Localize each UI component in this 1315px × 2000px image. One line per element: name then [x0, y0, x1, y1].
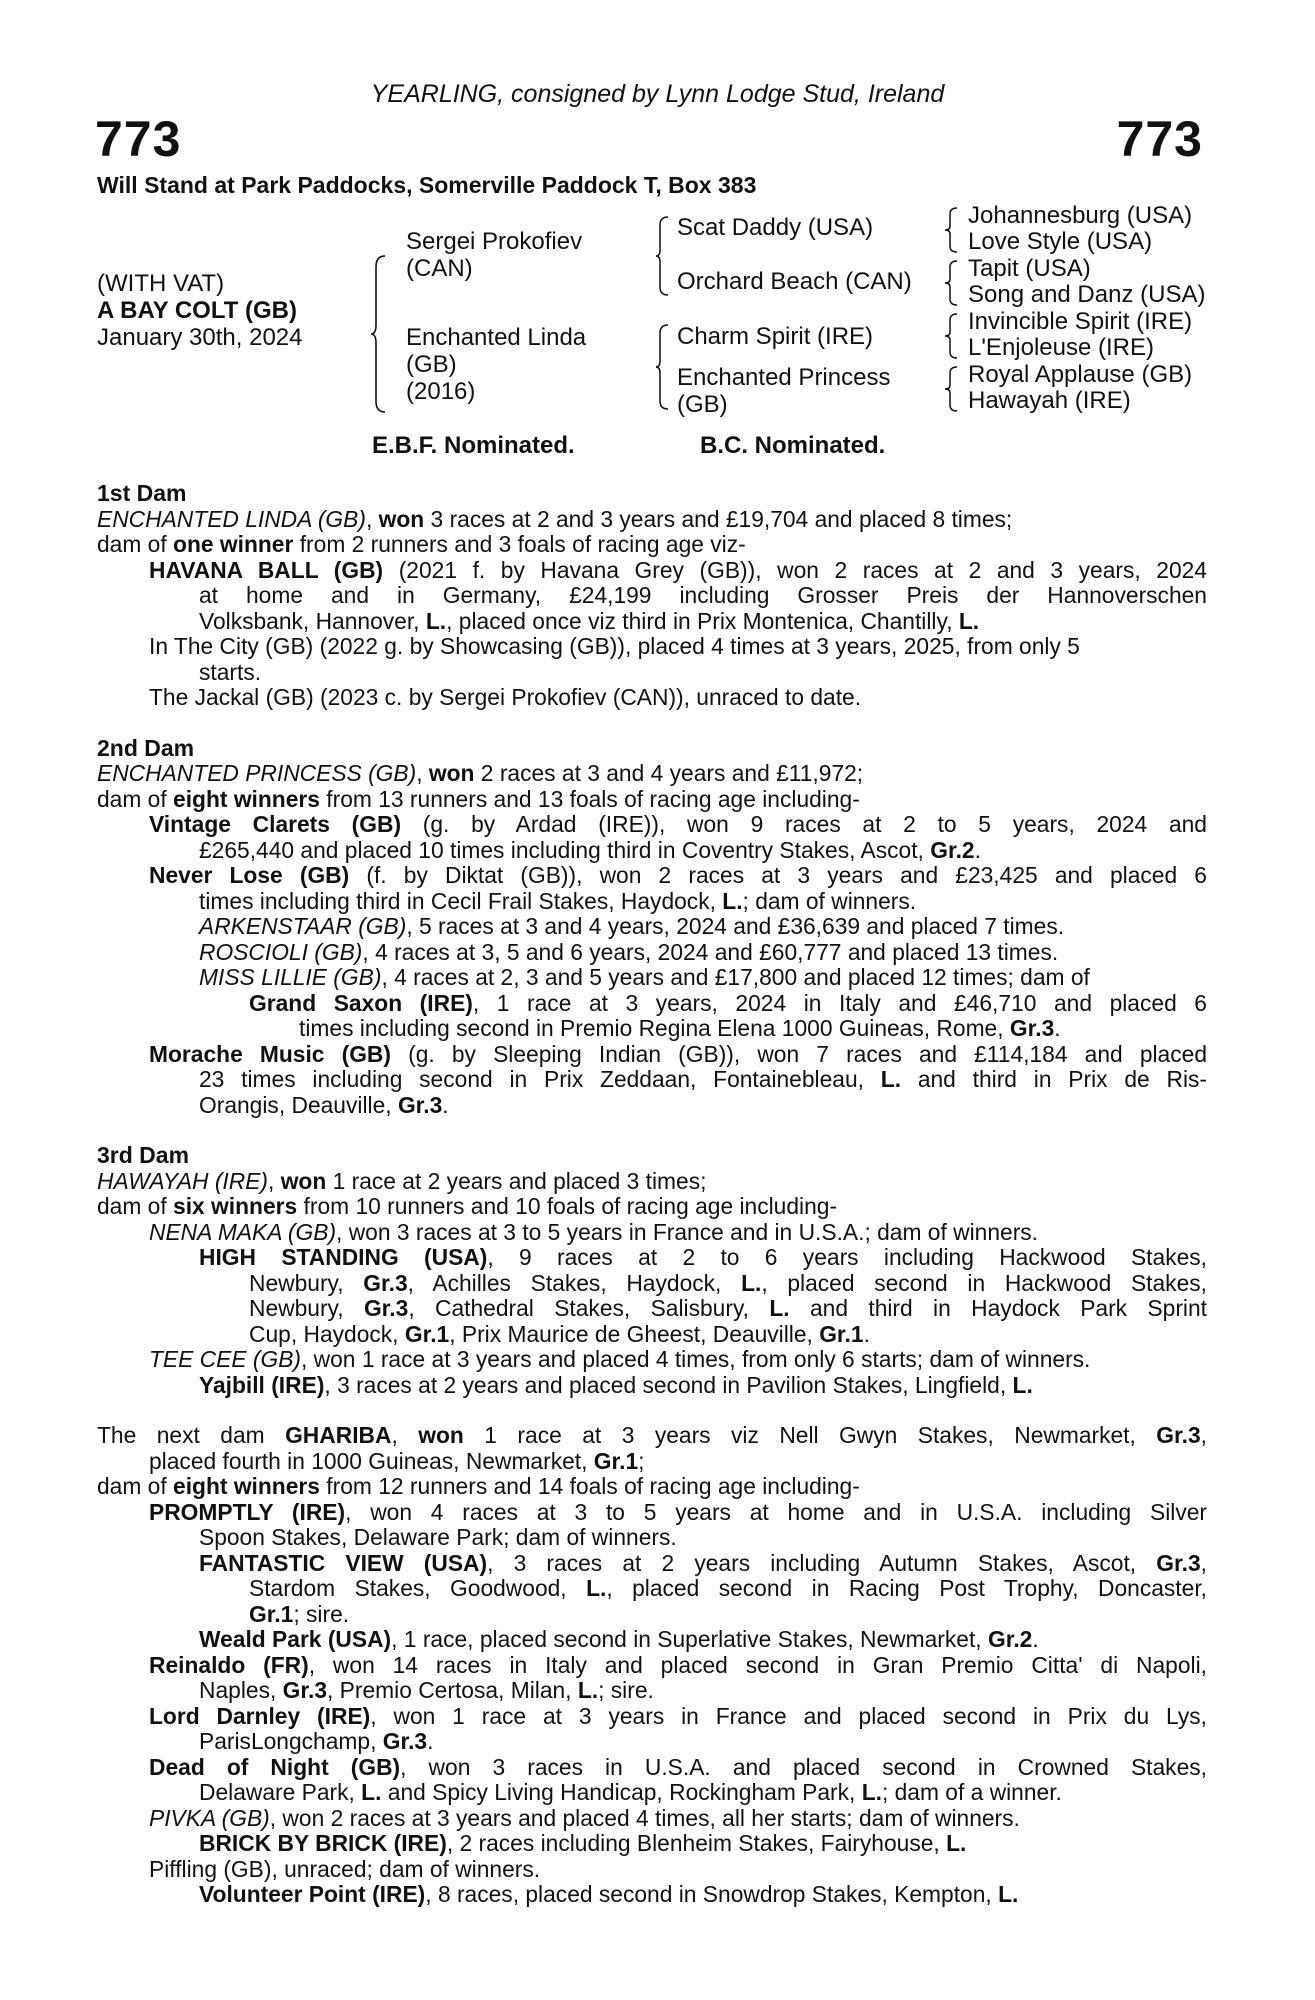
- never-lose-l2: times including third in Cecil Frail Stakes, Haydock, L.; dam of winners.: [199, 887, 917, 914]
- ggp-2: Love Style (USA): [968, 228, 1153, 255]
- dam-country: (GB): [406, 351, 457, 378]
- fantastic-view-l3: Gr.1; sire.: [249, 1600, 350, 1627]
- morache-music-l1: Morache Music (GB) (g. by Sleeping Indian (GB)), won 7 races and £114,184 and placed: [149, 1040, 1207, 1067]
- weald-park: Weald Park (USA), 1 race, placed second in Superlative Stakes, Newmarket, Gr.2.: [199, 1626, 1039, 1652]
- volunteer-point: Volunteer Point (IRE), 8 races, placed second in Snowdrop Stakes, Kempton, L.: [199, 1881, 1019, 1907]
- g1-brace: [944, 207, 958, 253]
- piffling: Piffling (GB), unraced; dam of winners.: [149, 1855, 541, 1882]
- catalogue-body: [97, 481, 1207, 1908]
- third-dam-line: HAWAYAH (IRE), won 1 race at 2 years and placed 3 times;: [97, 1167, 707, 1194]
- first-dam-heading: 1st Dam: [97, 480, 187, 506]
- lord-darnley-l2: ParisLongchamp, Gr.3.: [199, 1728, 434, 1754]
- ebf-nominated: E.B.F. Nominated.: [372, 432, 575, 459]
- sire-dam: Orchard Beach (CAN): [677, 268, 912, 295]
- g4-brace: [944, 366, 958, 412]
- high-standing-l3: Newbury, Gr.3, Cathedral Stakes, Salisbury, L. and third in Haydock Park Sprint: [249, 1295, 1207, 1321]
- next-dam-produce-line: dam of eight winners from 12 runners and 14 foals of racing age including-: [97, 1473, 860, 1499]
- ggp-4: Song and Danz (USA): [968, 281, 1206, 308]
- havana-ball-l1: HAVANA BALL (GB) (2021 f. by Havana Grey (GB)), won 2 races at 2 and 3 years, 2024: [149, 556, 1207, 583]
- ggp-8: Hawayah (IRE): [968, 387, 1131, 414]
- reinaldo-l2: Naples, Gr.3, Premio Certosa, Milan, L.; sire.: [199, 1677, 654, 1703]
- sire-brace: [655, 216, 669, 296]
- vat-note: (WITH VAT): [97, 270, 225, 297]
- ggp-1: Johannesburg (USA): [968, 202, 1193, 229]
- lord-darnley-l1: Lord Darnley (IRE), won 1 race at 3 years in France and placed second in Prix du Lys,: [149, 1702, 1207, 1729]
- grand-saxon-l1: Grand Saxon (IRE), 1 race at 3 years, 2024 in Italy and £46,710 and placed 6: [249, 989, 1207, 1016]
- first-dam-name: ENCHANTED LINDA (GB): [97, 505, 366, 532]
- second-dam-line: ENCHANTED PRINCESS (GB), won 2 races at 3 and 4 years and £11,972;: [97, 760, 864, 786]
- lot-number-right: 773: [1116, 111, 1203, 167]
- dam-dam-country: (GB): [677, 391, 728, 418]
- in-the-city-l1: In The City (GB) (2022 g. by Showcasing (GB)), placed 4 times at 3 years, 2025, from only 5: [149, 633, 1080, 659]
- havana-ball-l2: at home and in Germany, £24,199 including Grosser Preis der Hannoverschen: [199, 582, 1207, 608]
- dam-brace: [655, 324, 669, 410]
- dead-of-night-l2: Delaware Park, L. and Spicy Living Handicap, Rockingham Park, L.; dam of a winner.: [199, 1779, 1062, 1805]
- ggp-5: Invincible Spirit (IRE): [968, 308, 1193, 335]
- g3-brace: [944, 313, 958, 359]
- main-brace: [370, 255, 386, 413]
- nena-maka: NENA MAKA (GB), won 3 races at 3 to 5 years in France and in U.S.A.; dam of winners.: [149, 1218, 1039, 1245]
- pivka: PIVKA (GB), won 2 races at 3 years and placed 4 times, all her starts; dam of winners.: [149, 1804, 1020, 1831]
- vintage-clarets-l2: £265,440 and placed 10 times including third in Coventry Stakes, Ascot, Gr.2.: [199, 836, 981, 863]
- third-dam-heading: 3rd Dam: [97, 1142, 190, 1168]
- g2-brace: [944, 260, 958, 306]
- sire-name: Sergei Prokofiev: [406, 228, 583, 255]
- reinaldo-l1: Reinaldo (FR), won 14 races in Italy and placed second in Gran Premio Citta' di Napoli,: [149, 1651, 1207, 1678]
- promptly-l1: PROMPTLY (IRE), won 4 races at 3 to 5 years at home and in U.S.A. including Silver: [149, 1498, 1207, 1525]
- morache-music-l2: 23 times including second in Prix Zeddaan, Fontainebleau, L. and third in Prix de Ris-: [199, 1066, 1207, 1092]
- havana-ball-l3: Volksbank, Hannover, L., placed once viz third in Prix Montenica, Chantilly, L.: [199, 607, 980, 634]
- brick-by-brick: BRICK BY BRICK (IRE), 2 races including Blenheim Stakes, Fairyhouse, L.: [199, 1830, 967, 1856]
- dead-of-night-l1: Dead of Night (GB), won 3 races in U.S.A. and placed second in Crowned Stakes,: [149, 1753, 1207, 1780]
- arkenstaar: ARKENSTAAR (GB), 5 races at 3 and 4 years, 2024 and £36,639 and placed 7 times.: [199, 913, 1065, 939]
- grand-saxon-l2: times including second in Premio Regina Elena 1000 Guineas, Rome, Gr.3.: [299, 1015, 1061, 1041]
- dam-sire: Charm Spirit (IRE): [677, 323, 874, 350]
- ggp-6: L'Enjoleuse (IRE): [968, 334, 1154, 361]
- high-standing-l2: Newbury, Gr.3, Achilles Stakes, Haydock, L., placed second in Hackwood Stakes,: [249, 1269, 1207, 1296]
- high-standing-l4: Cup, Haydock, Gr.1, Prix Maurice de Gheest, Deauville, Gr.1.: [249, 1320, 870, 1347]
- horse-foaled: January 30th, 2024: [97, 324, 303, 351]
- dam-dam-name: Enchanted Princess: [677, 364, 891, 391]
- first-dam-produce-line: dam of one winner from 2 runners and 3 foals of racing age viz-: [97, 531, 746, 557]
- roscioli: ROSCIOLI (GB), 4 races at 3, 5 and 6 years, 2024 and £60,777 and placed 13 times.: [199, 938, 1059, 965]
- vintage-clarets-l1: Vintage Clarets (GB) (g. by Ardad (IRE)), won 9 races at 2 to 5 years, 2024 and: [149, 811, 1207, 837]
- ggp-7: Royal Applause (GB): [968, 361, 1193, 388]
- in-the-city-l2: starts.: [199, 658, 262, 685]
- second-dam-heading: 2nd Dam: [97, 734, 195, 761]
- miss-lillie: MISS LILLIE (GB), 4 races at 2, 3 and 5 years and £17,800 and placed 12 times; dam of: [199, 964, 1090, 990]
- ggp-3: Tapit (USA): [968, 255, 1091, 282]
- morache-music-l3: Orangis, Deauville, Gr.3.: [199, 1091, 449, 1118]
- fantastic-view-l2: Stardom Stakes, Goodwood, L., placed second in Racing Post Trophy, Doncaster,: [249, 1575, 1207, 1601]
- sire-sire: Scat Daddy (USA): [677, 214, 874, 241]
- yajbill: Yajbill (IRE), 3 races at 2 years and placed second in Pavilion Stakes, Lingfield, L.: [199, 1371, 1033, 1398]
- fantastic-view-l1: FANTASTIC VIEW (USA), 3 races at 2 years including Autumn Stakes, Ascot, Gr.3,: [199, 1549, 1207, 1576]
- next-dam-l1: The next dam GHARIBA, won 1 race at 3 years viz Nell Gwyn Stakes, Newmarket, Gr.3,: [97, 1422, 1207, 1448]
- second-dam-produce-line: dam of eight winners from 13 runners and 13 foals of racing age including-: [97, 785, 860, 812]
- the-jackal: The Jackal (GB) (2023 c. by Sergei Prokofiev (CAN)), unraced to date.: [149, 684, 862, 710]
- first-dam-line: ENCHANTED LINDA (GB), won 3 races at 2 and 3 years and £19,704 and placed 8 times;: [97, 505, 1013, 532]
- lot-number-left: 773: [95, 111, 182, 167]
- dam-name: Enchanted Linda: [406, 324, 587, 351]
- sire-country: (CAN): [406, 255, 473, 282]
- third-dam-produce-line: dam of six winners from 10 runners and 10 foals of racing age including-: [97, 1193, 838, 1219]
- bc-nominated: B.C. Nominated.: [700, 432, 886, 459]
- stand-location: Will Stand at Park Paddocks, Somerville Paddock T, Box 383: [97, 172, 757, 198]
- promptly-l2: Spoon Stakes, Delaware Park; dam of winners.: [199, 1524, 677, 1550]
- next-dam-l2: placed fourth in 1000 Guineas, Newmarket, Gr.1;: [149, 1447, 645, 1474]
- dam-year: (2016): [406, 378, 476, 405]
- never-lose-l1: Never Lose (GB) (f. by Diktat (GB)), won 2 races at 3 years and £23,425 and placed 6: [149, 862, 1207, 888]
- tee-cee: TEE CEE (GB), won 1 race at 3 years and placed 4 times, from only 6 starts; dam of winners.: [149, 1346, 1091, 1372]
- high-standing-l1: HIGH STANDING (USA), 9 races at 2 to 6 years including Hackwood Stakes,: [199, 1244, 1208, 1270]
- consignment-line: YEARLING, consigned by Lynn Lodge Stud, Ireland: [370, 80, 945, 108]
- horse-name: A BAY COLT (GB): [97, 297, 298, 324]
